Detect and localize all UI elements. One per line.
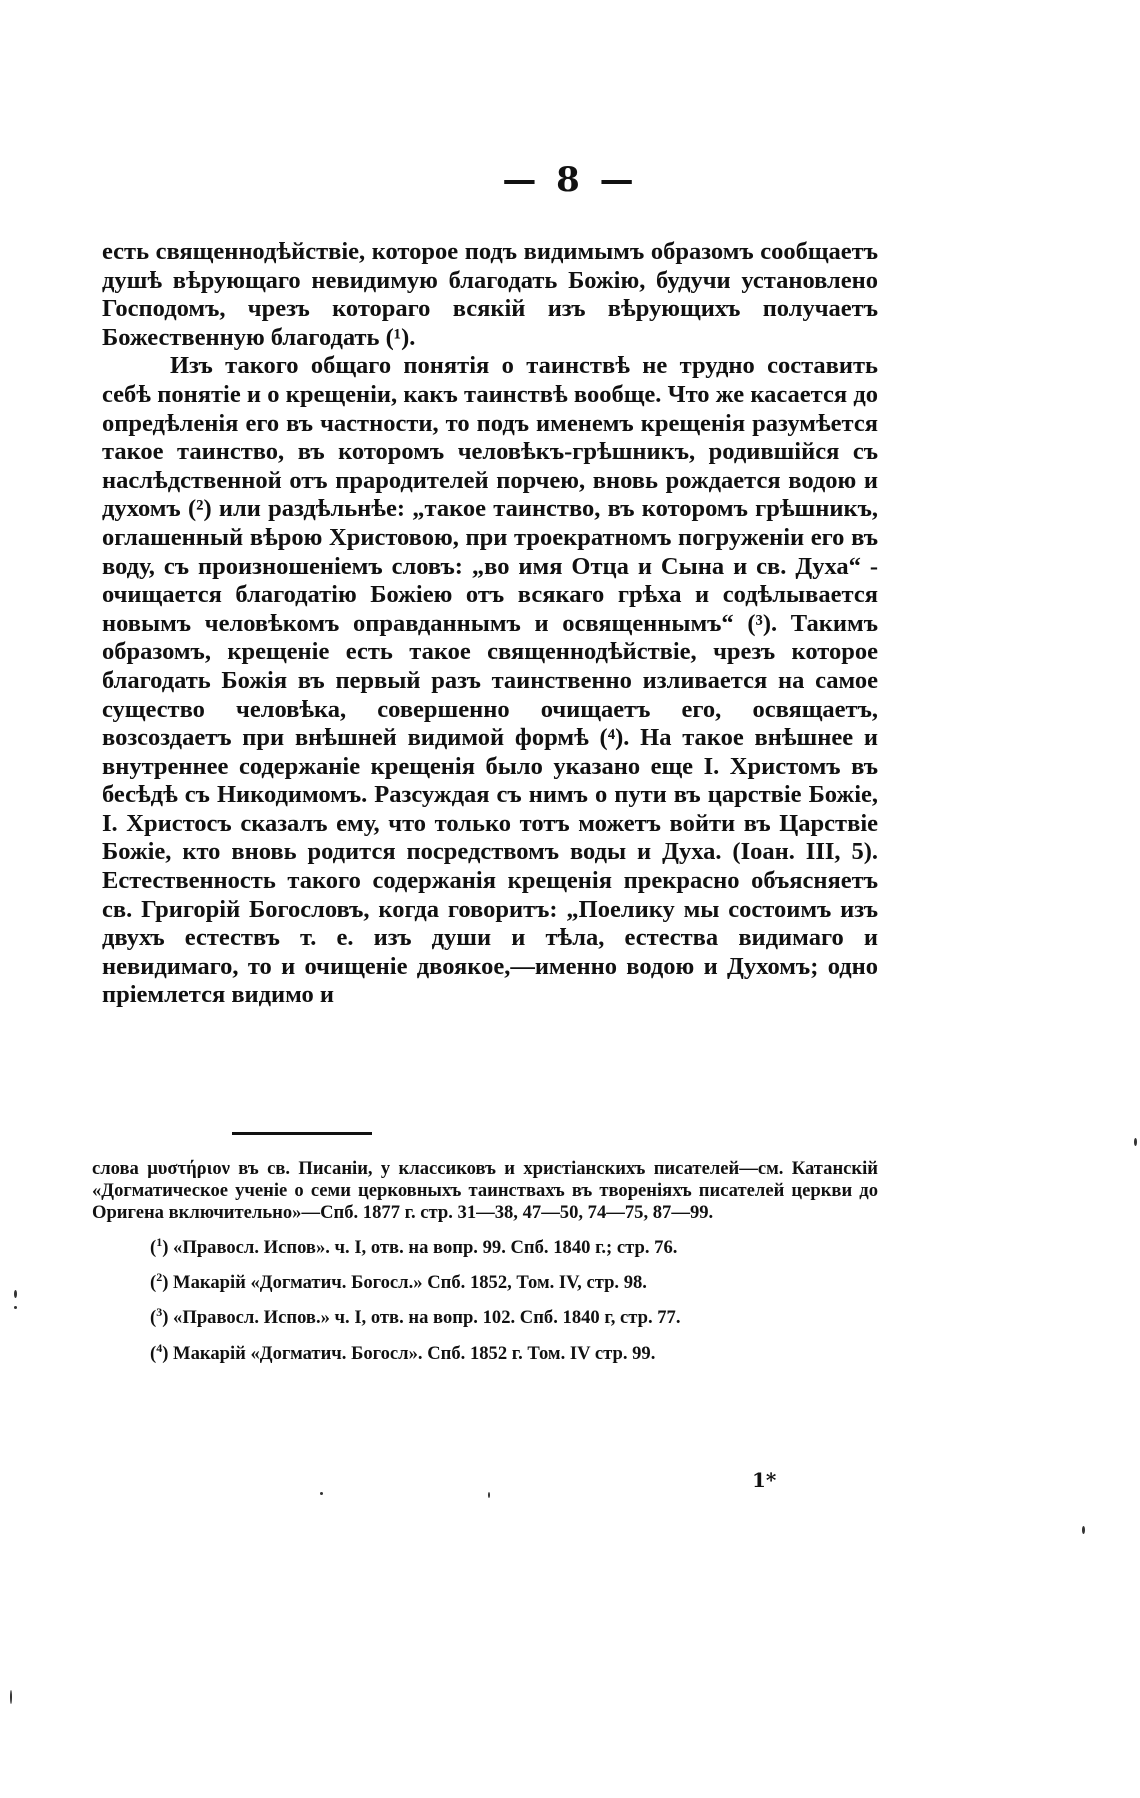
scan-speck [1082,1526,1085,1534]
footnote-marker: 2 [156,1270,163,1285]
main-text [102,238,878,1010]
footnote: ($^2$) Макарій «Догматич. Богосл.» Спб. 1852, Том. IV, стр. 98. [150,1270,647,1294]
scan-speck [320,1492,323,1495]
footnote-divider [232,1132,372,1135]
page-number: — 8 — [502,160,638,200]
scan-speck [10,1690,12,1704]
footnote-text: Макарій «Догматич. Богосл». Спб. 1852 г. Том. IV стр. 99. [168,1342,656,1364]
footnote-marker: 4 [156,1340,163,1355]
scan-speck [14,1306,17,1309]
footnote-continued: слова μυστήριον въ св. Писаніи, у классиковъ и христіанскихъ писателей—см. Катанскій «Догматическое ученіе о семи церковныхъ таинствахъ въ твореніяхъ писателей церкви до Оригена включительно»—Спб. 1877 г. стр. 31—38, 47—50, 74—75, 87—99. [92,1158,878,1223]
footnote: ($^1$) «Правосл. Испов». ч. I, отв. на вопр. 99. Спб. 1840 г.; стр. 76. [150,1235,678,1259]
footnote: ($^4$) Макарій «Догматич. Богосл». Спб. 1852 г. Том. IV стр. 99. [150,1340,656,1364]
scan-speck [488,1492,490,1498]
paragraph: Изъ такого общаго понятія о таинствѣ не трудно составить себѣ понятіе и о крещеніи, какъ таинствѣ вообще. Что же касается до опредѣленія его въ частности, то подъ именемъ крещенія разумѣется такое таинство, въ которомъ человѣкъ-грѣшникъ, родившійся съ наслѣдственной отъ прародителей порчею, вновь рождается водою и духомъ (²) или раздѣльнѣе: „такое таинство, въ которомъ грѣшникъ, оглашенный вѣрою Христовою, при троекратномъ погруженіи его въ воду, съ произношеніемъ словъ: „во имя Отца и Сына и св. Духа“ - очищается благодатію Божіею отъ всякаго грѣха и содѣлывается новымъ человѣкомъ оправданнымъ и освященнымъ“ (³). Такимъ образомъ, крещеніе есть такое священнодѣйствіе, чрезъ которое благодать Божія въ первый разъ таинственно изливается на самое существо человѣка, совершенно очищаетъ его, освящаетъ, возсоздаетъ при внѣшней видимой формѣ (⁴). На такое внѣшнее и внутреннее содержаніе крещенія было указано еще І. Христомъ въ бесѣдѣ съ Никодимомъ. Разсуждая съ нимъ о пути въ царствіе Божіе, І. Христосъ сказалъ ему, что только тотъ можетъ войти въ Царствіе Божіе, кто вновь родится посредствомъ воды и Духа. (Іоан. III, 5). Естественность такого содержанія крещенія прекрасно объясняетъ св. Григорій Богословъ, когда говоритъ: „Поелику мы состоимъ изъ двухъ естествъ т. е. изъ души и тѣла, естества видимаго и невидимаго, то и очищеніе двоякое,—именно водою и Духомъ; одно пріемлется видимо и [102,352,878,1009]
footnote: ($^3$) «Правосл. Испов.» ч. I, отв. на вопр. 102. Спб. 1840 г, стр. 77. [150,1305,681,1329]
footnote-text: «Правосл. Испов». ч. I, отв. на вопр. 99. Спб. 1840 г.; стр. 76. [168,1237,678,1259]
footnote-text: «Правосл. Испов.» ч. I, отв. на вопр. 102. Спб. 1840 г, стр. 77. [168,1307,681,1329]
footnotes [92,1158,878,1372]
scan-speck [14,1290,17,1298]
footnote-text: Макарій «Догматич. Богосл.» Спб. 1852, Том. IV, стр. 98. [168,1272,647,1294]
scan-speck [1134,1138,1137,1146]
footnote-marker: 1 [156,1235,163,1249]
paragraph: есть священнодѣйствіе, которое подъ видимымъ образомъ сообщаетъ душѣ вѣрующаго невидимую благодать Божію, будучи установлено Господомъ, чрезъ котораго всякій изъ вѣрующихъ получаетъ Божественную благодать (¹). [102,238,878,351]
signature-mark: 1* [752,1468,777,1492]
footnote-marker: 3 [156,1305,163,1320]
